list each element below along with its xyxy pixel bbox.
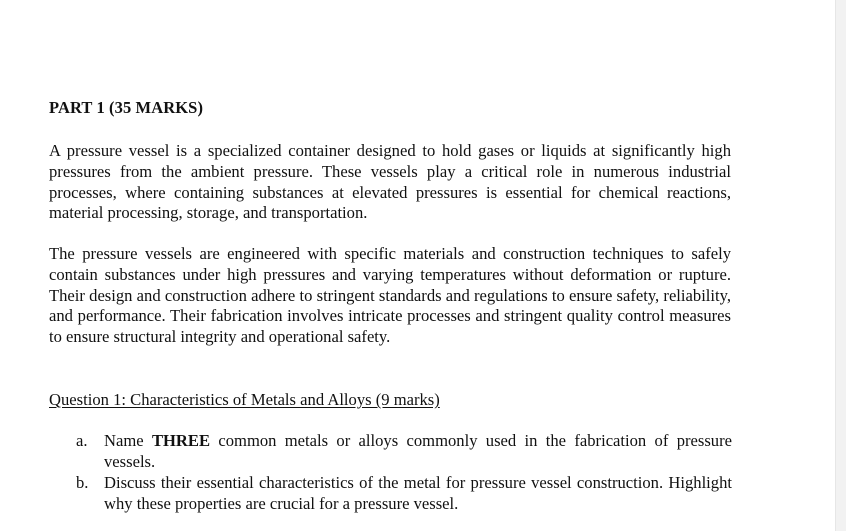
question-title: Question 1: Characteristics of Metals and Alloys (9 marks) (49, 390, 440, 409)
question-text-part: Name (104, 431, 152, 450)
part-heading: PART 1 (35 MARKS) (49, 98, 204, 117)
design-paragraph: The pressure vessels are engineered with specific materials and construction techniques to safely contain substances under high pressures and varying temperatures without deformation or rupture. Their design and construction adhere to stringent standards and regulations to ensure safety, reliability, and performance. Their fabrication involves intricate processes and stringent quality control measures to ensure structural integrity and operational safety. (49, 244, 731, 347)
question-text-part: common metals or alloys commonly used in the fabrication of pressure vessels. (104, 431, 732, 471)
scrollbar-track[interactable] (835, 0, 846, 531)
intro-paragraph: A pressure vessel is a specialized container designed to hold gases or liquids at significantly high pressures from the ambient pressure. These vessels play a critical role in numerous industrial processes, where containing substances at elevated pressures is essential for chemical reactions, material processing, storage, and transportation. (49, 141, 731, 223)
question-text (104, 431, 732, 473)
question-text: Discuss their essential characteristics of the metal for pressure vessel construction. Highlight why these properties are crucial for a pressure vessel. (104, 473, 732, 513)
list-marker: b. (76, 473, 89, 493)
question-item-a (76, 431, 732, 473)
emphasis-text: THREE (151, 431, 211, 450)
list-marker: a. (76, 431, 88, 450)
question-list (76, 431, 732, 515)
question-item-b (76, 473, 732, 515)
